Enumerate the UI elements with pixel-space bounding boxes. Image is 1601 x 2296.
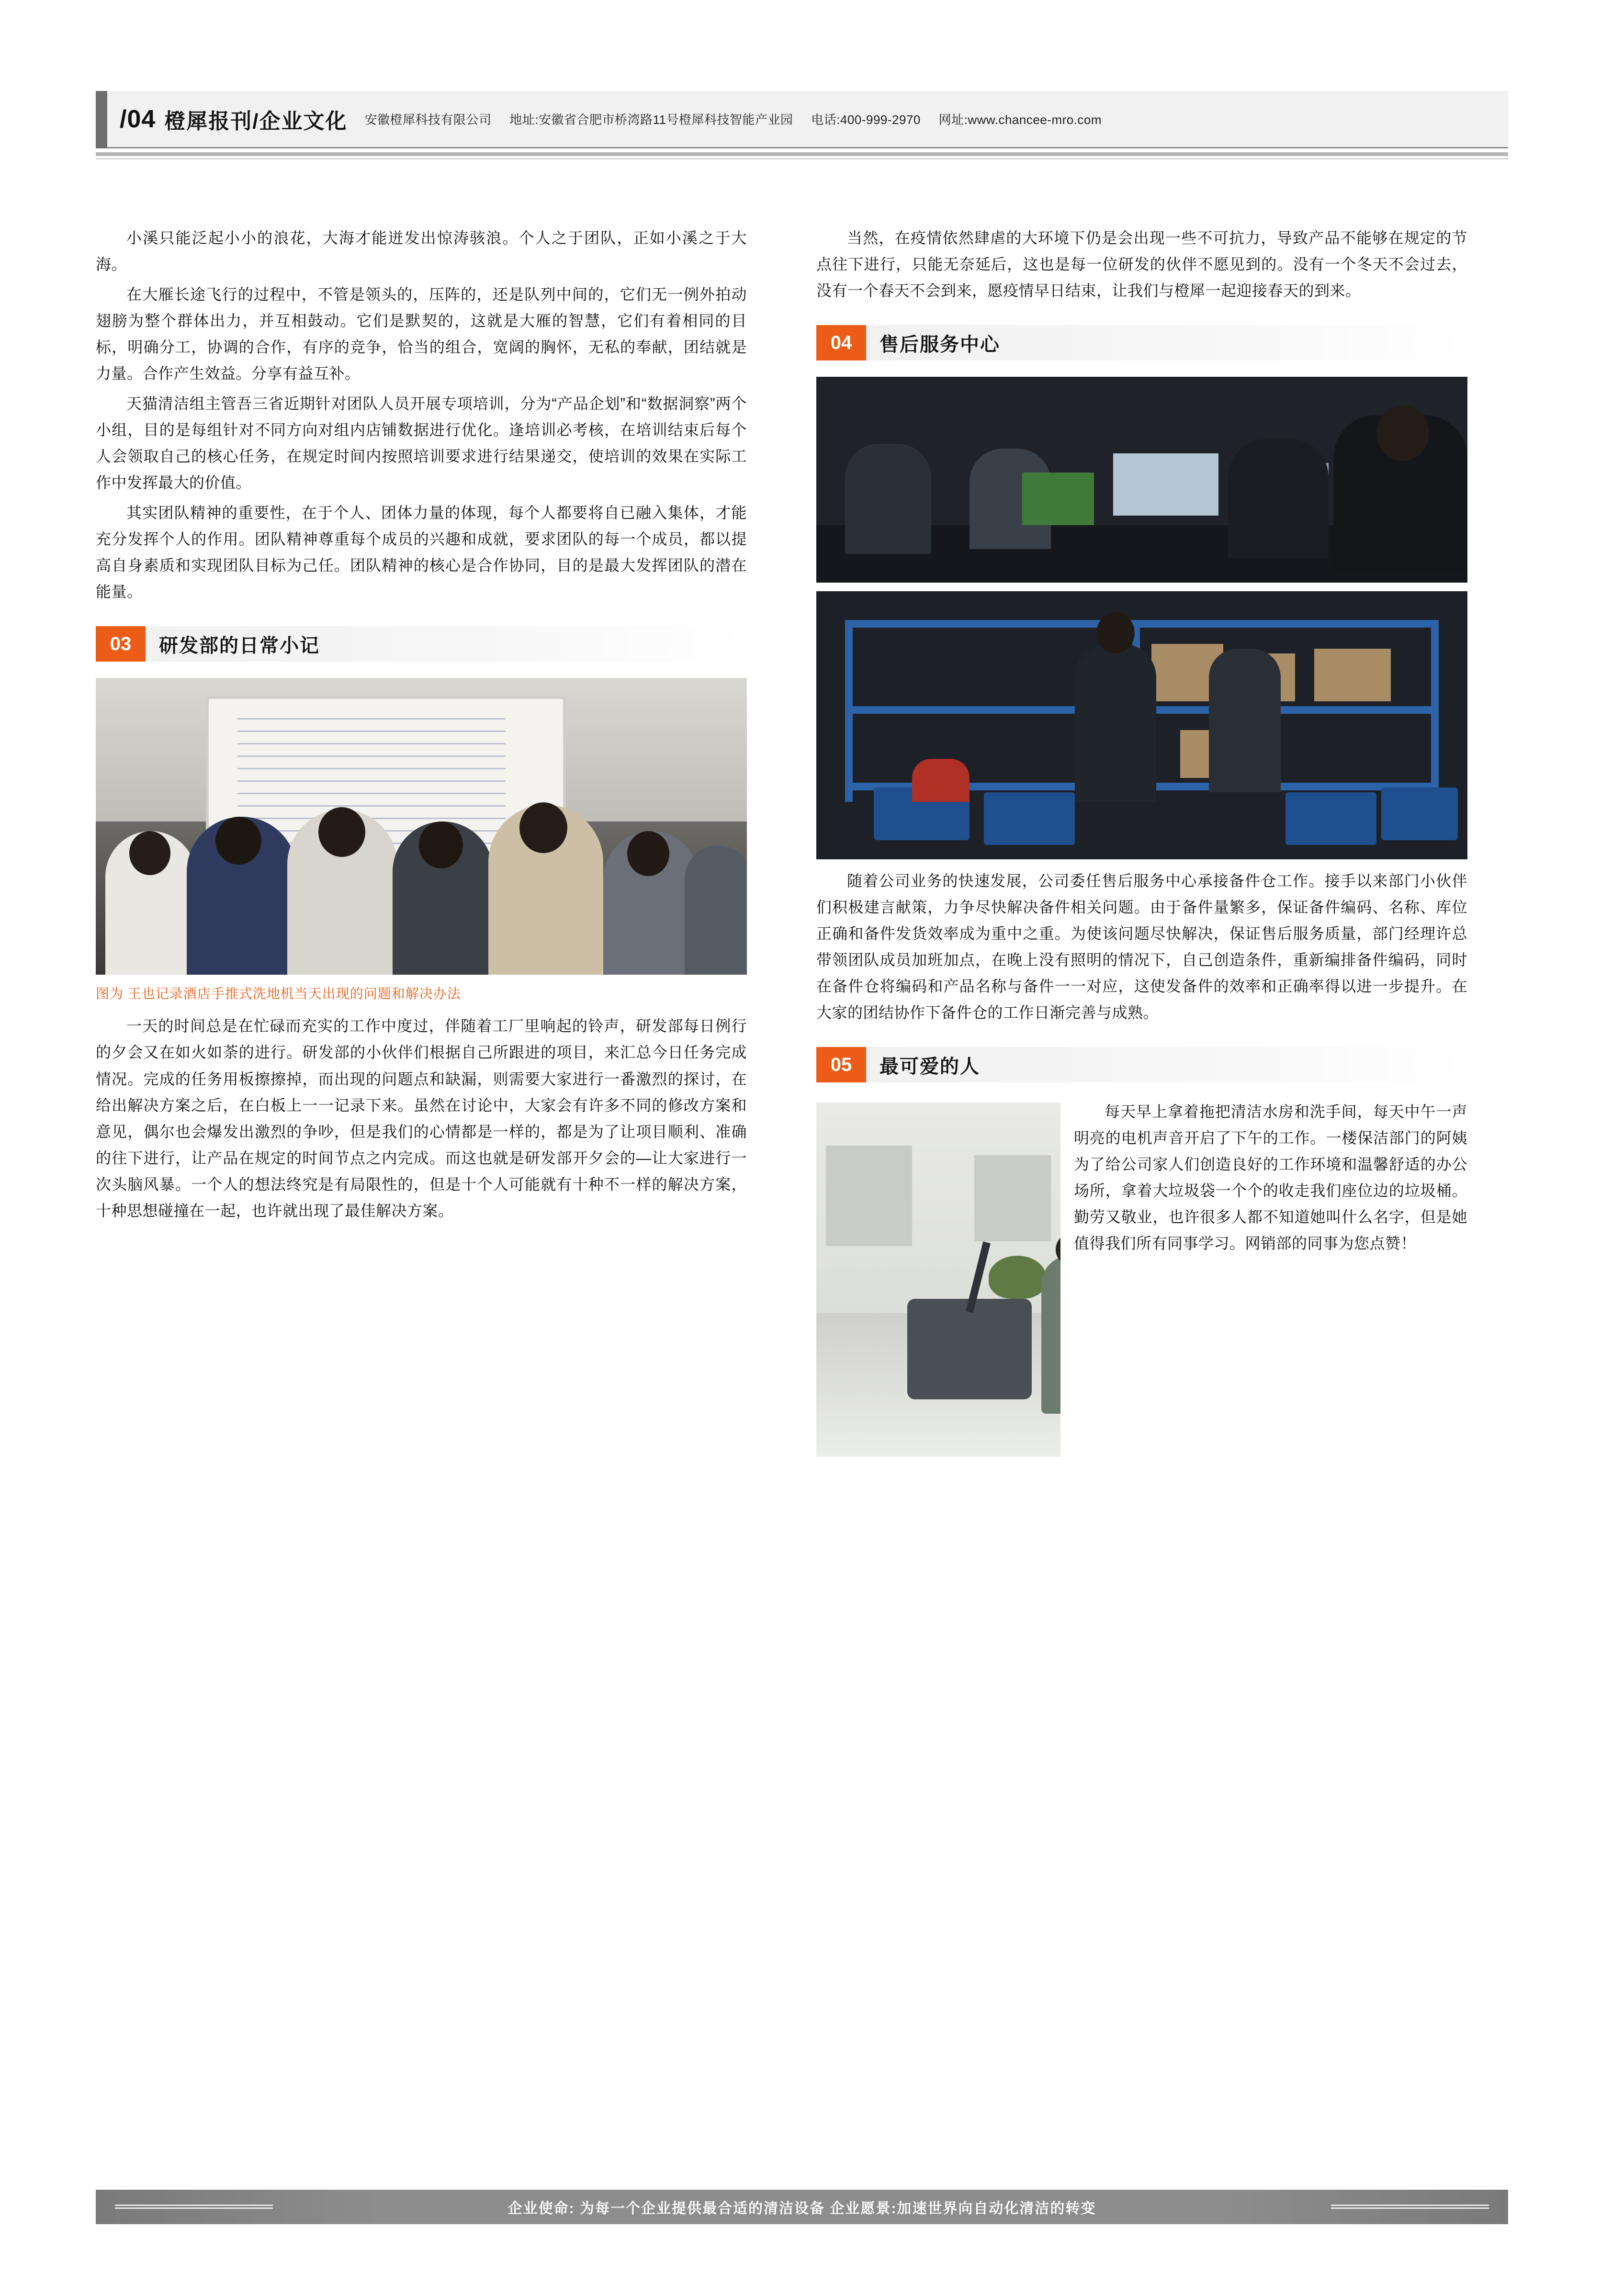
footer-text: 企业使命: 为每一个企业提供最合适的清洁设备 企业愿景:加速世界向自动化清洁的转变 — [507, 2201, 1096, 2217]
paragraph: 其实团队精神的重要性，在于个人、团体力量的体现，每个人都要将自已融入集体，才能充分发挥个人的作用。团队精神尊重每个成员的兴趣和成就，要求团队的每一个成员，都以提高自身素质和实现团队目标为己任。团队精神的核心是合作协同，目的是最大发挥团队的潜在能量。 — [96, 504, 747, 601]
section-label: 研发部的日常小记 — [159, 635, 320, 656]
blue-bin — [1381, 788, 1458, 840]
person-head — [1376, 405, 1429, 461]
blue-bin — [984, 792, 1075, 845]
section-number: 05 — [816, 1047, 866, 1082]
shelf-upright — [1431, 620, 1439, 802]
header-main — [107, 91, 1508, 148]
person — [1075, 644, 1156, 802]
section-label: 售后服务中心 — [879, 334, 1000, 355]
photo-office-workstations — [816, 377, 1467, 583]
monitor-screen — [1113, 453, 1218, 516]
person — [685, 845, 747, 975]
footer-decoration-right — [1331, 2205, 1489, 2209]
section-number: 03 — [96, 626, 146, 662]
last-block — [816, 1099, 1467, 1257]
person-head — [419, 822, 463, 868]
header-address: 地址:安徽省合肥市桥湾路11号橙犀科技智能产业园 — [509, 113, 793, 127]
photo-whiteboard-meeting — [96, 678, 747, 975]
page-number: /04 — [120, 105, 156, 133]
display-shelf — [826, 1146, 912, 1246]
header-company: 安徽橙犀科技有限公司 — [364, 113, 492, 127]
footer-decoration-left — [115, 2205, 273, 2209]
person-head — [1096, 612, 1135, 653]
plant — [989, 1256, 1046, 1299]
shelf-rail — [845, 620, 1439, 628]
left-column — [96, 225, 747, 1228]
person-head — [129, 831, 170, 875]
paragraph: 当然，在疫情依然肆虐的大环境下仍是会出现一些不可抗力，导致产品不能够在规定的节点往下进行，只能无奈延后，这也是每一位研发的伙伴不愿见到的。没有一个冬天不会过去，没有一个春天不会到来，愿疫情早日结束，让我们与橙犀一起迎接春天的到来。 — [816, 229, 1467, 300]
person-head — [519, 802, 567, 853]
page-header — [96, 91, 1508, 148]
section-heading-04 — [816, 325, 1467, 360]
header-phone: 电话:400-999-2970 — [811, 113, 921, 127]
header-divider-secondary — [96, 158, 1508, 159]
section-heading-05 — [816, 1047, 1467, 1082]
red-cart — [912, 759, 970, 802]
photo-cleaning-machine — [816, 1103, 1060, 1457]
section-number: 04 — [816, 325, 866, 360]
person-head — [627, 831, 669, 876]
paragraph: 随着公司业务的快速发展，公司委任售后服务中心承接备件仓工作。接手以来部门小伙伴们积极建言献策，力争尽快解决备件相关问题。由于备件量繁多，保证备件编码、名称、库位正确和备件发货效率成为重中之重。为使该问题尽快解决，保证售后服务质量，部门经理许总带领团队成员加班加点，在晚上没有照明的情况下，自己创造条件，重新编排备件编码，同时在备件仓将编码和产品名称与备件一一对应，这使发备件的效率和正确率得以进一步提升。在大家的团结协作下备件仓的工作日渐完善与成熟。 — [816, 872, 1467, 1022]
header-website: 网址:www.chancee-mro.com — [938, 113, 1102, 127]
paragraph: 一天的时间总是在忙碌而充实的工作中度过，伴随着工厂里响起的铃声，研发部每日例行的夕会又在如火如荼的进行。研发部的小伙伴们根据自己所跟进的项目，来汇总今日任务完成情况。完成的任务用板擦擦掉，而出现的问题点和缺漏，则需要大家进行一番激烈的探讨，在给出解决方案之后，在白板上一一记录下来。虽然在讨论中，大家会有许多不同的修改方案和意见，偶尔也会爆发出激烈的争吵，但是我们的心情都是一样的，都是为了让项目顺利、准确的往下进行，让产品在规定的时间节点之内完成。而这也就是研发部开夕会的—让大家进行一次头脑风暴。一个人的想法终究是有局限性的，但是十个人可能就有十种不一样的解决方案，十种思想碰撞在一起，也许就出现了最佳解决方案。 — [96, 1017, 747, 1219]
photo-warehouse — [816, 591, 1467, 859]
page-footer — [96, 2190, 1508, 2224]
person-head — [318, 807, 365, 857]
section-heading-03 — [96, 626, 747, 662]
paragraph: 小溪只能泛起小小的浪花，大海才能迸发出惊涛骇浪。个人之于团队，正如小溪之于大海。 — [96, 229, 747, 273]
green-bag — [1022, 473, 1094, 525]
header-divider — [96, 152, 1508, 156]
header-meta — [365, 110, 1116, 128]
person — [1209, 649, 1281, 792]
header-left-bar — [96, 91, 107, 148]
photo-caption: 图为 王也记录酒店手推式洗地机当天出现的问题和解决办法 — [96, 986, 461, 1002]
person — [1228, 439, 1329, 559]
person-head — [215, 817, 261, 865]
page-title: 橙犀报刊/企业文化 — [164, 109, 348, 133]
person — [845, 444, 931, 554]
display-shelf — [974, 1155, 1051, 1241]
carton — [1314, 649, 1391, 701]
section-label: 最可爱的人 — [879, 1056, 980, 1077]
paragraph: 天猫清洁组主管吾三省近期针对团队人员开展专项培训，分为“产品企划”和“数据洞察”两个小组，目的是每组针对不同方向对组内店铺数据进行优化。逢培训必考核，在培训结束后每个人会领取自己的核心任务，在规定时间内按照培训要求进行结果递交，使培训的效果在实际工作中发挥最大的价值。 — [96, 395, 747, 492]
right-column — [816, 225, 1467, 1457]
paragraph: 在大雁长途飞行的过程中，不管是领头的，压阵的，还是队列中间的，它们无一例外拍动翅膀为整个群体出力，并互相鼓动。它们是默契的，这就是大雁的智慧，它们有着相同的目标，明确分工，协调的合作，有序的竞争，恰当的组合，宽阔的胸怀，无私的奉献，团结就是力量。合作产生效益。分享有益互补。 — [96, 286, 747, 383]
floor-scrubber — [907, 1299, 1032, 1399]
paragraph: 每天早上拿着拖把清洁水房和洗手间，每天中午一声明亮的电机声音开启了下午的工作。一楼保洁部门的阿姨为了给公司家人们创造良好的工作环境和温馨舒适的办公场所，拿着大垃圾袋一个个的收走我们座位边的垃圾桶。勤劳又敬业，也许很多人都不知道她叫什么名字，但是她值得我们所有同事学习。网销部的同事为您点赞！ — [1074, 1103, 1467, 1252]
blue-bin — [1285, 792, 1376, 845]
person — [1041, 1256, 1060, 1414]
shelf-upright — [845, 620, 853, 802]
